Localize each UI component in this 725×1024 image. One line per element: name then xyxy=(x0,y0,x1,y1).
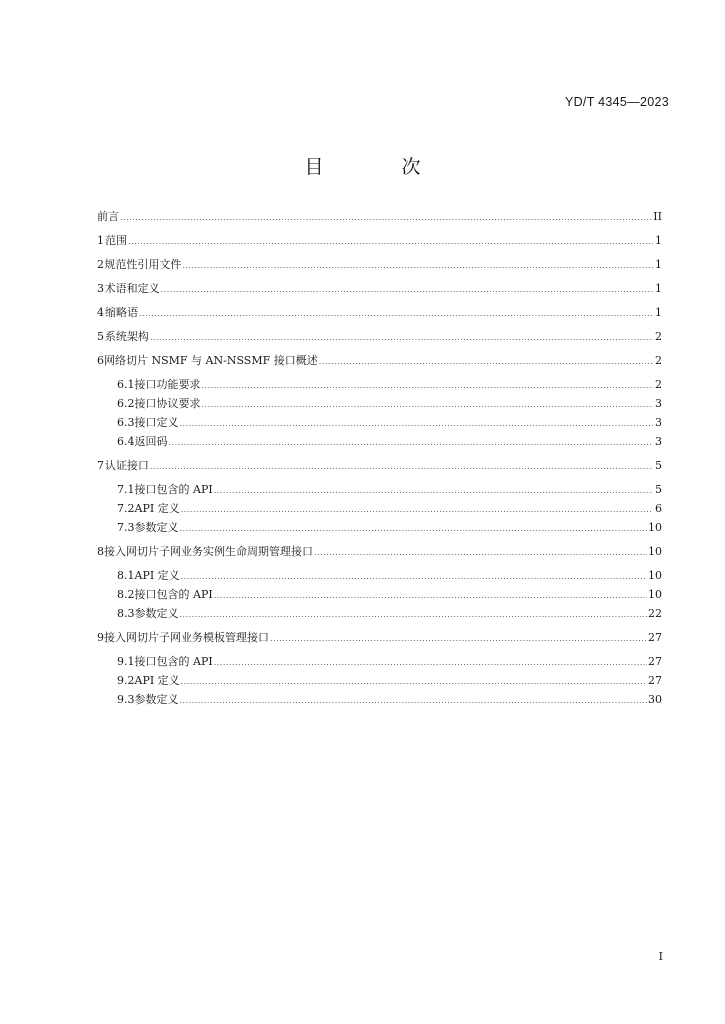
toc-leader-dots xyxy=(180,417,654,431)
toc-entry-title: 参数定义 xyxy=(134,607,179,620)
toc-entry-title: 返回码 xyxy=(134,435,168,448)
toc-leader-dots xyxy=(214,589,647,603)
toc-entry-title: 规范性引用文件 xyxy=(104,258,182,271)
toc-entry[interactable] xyxy=(117,435,662,450)
toc-entry-page: II xyxy=(653,210,662,223)
toc-entry[interactable] xyxy=(117,674,662,689)
toc-leader-dots xyxy=(181,570,647,584)
toc-entry-number: 6 xyxy=(97,354,104,367)
toc-entry-page: 22 xyxy=(648,607,662,620)
toc-leader-dots xyxy=(182,259,653,273)
toc-leader-dots xyxy=(181,675,647,689)
toc-leader-dots xyxy=(180,522,648,536)
toc-entry-number: 6.1 xyxy=(117,378,135,391)
toc-entry-number: 4 xyxy=(97,306,104,319)
toc-entry-page: 2 xyxy=(655,354,662,367)
toc-entry-title: 接口定义 xyxy=(134,416,179,429)
toc-entry-number: 1 xyxy=(97,234,104,247)
toc-entry[interactable] xyxy=(97,210,662,225)
toc-entry-page: 2 xyxy=(655,330,662,343)
toc-entry-title: 接口包含的 API xyxy=(134,588,213,601)
toc-leader-dots xyxy=(202,379,654,393)
toc-entry-page: 6 xyxy=(655,502,662,515)
toc-entry-number: 7.1 xyxy=(117,483,135,496)
toc-entry-title: 接入网切片子网业务实例生命周期管理接口 xyxy=(104,545,313,558)
toc-entry-number: 9.2 xyxy=(117,674,135,687)
toc-entry-page: 1 xyxy=(655,258,662,271)
toc-entry-title: 接入网切片子网业务模板管理接口 xyxy=(104,631,269,644)
toc-entry-number: 8.1 xyxy=(117,569,135,582)
toc-entry-number: 5 xyxy=(97,330,104,343)
toc-entry-page: 10 xyxy=(648,569,662,582)
toc-entry-page: 3 xyxy=(655,435,662,448)
toc-entry-page: 3 xyxy=(655,397,662,410)
toc-entry[interactable] xyxy=(117,502,662,517)
toc-entry-title: 参数定义 xyxy=(134,693,179,706)
toc-entry-page: 3 xyxy=(655,416,662,429)
toc-entry-page: 10 xyxy=(648,545,662,558)
toc-entry[interactable] xyxy=(117,607,662,622)
toc-entry-title: 前言 xyxy=(97,210,119,223)
toc-entry-number: 7.3 xyxy=(117,521,135,534)
toc-entry-number: 6.4 xyxy=(117,435,135,448)
toc-leader-dots xyxy=(319,355,653,369)
toc-entry-title: API 定义 xyxy=(134,569,180,582)
toc-entry-number: 8.3 xyxy=(117,607,135,620)
toc-entry[interactable] xyxy=(97,282,662,297)
toc-entry-number: 7 xyxy=(97,459,104,472)
toc-entry-title: 认证接口 xyxy=(104,459,149,472)
toc-leader-dots xyxy=(161,283,653,297)
toc-entry-number: 9 xyxy=(97,631,104,644)
toc-title: 目 次 xyxy=(304,156,457,178)
toc-entry[interactable] xyxy=(117,693,662,708)
toc-entry-title: 术语和定义 xyxy=(104,282,160,295)
toc-entry-page: 27 xyxy=(648,674,662,687)
toc-entry[interactable] xyxy=(97,306,662,321)
toc-entry-title: 范围 xyxy=(105,234,128,247)
toc-leader-dots xyxy=(128,235,653,249)
toc-entry-page: 2 xyxy=(655,378,662,391)
toc-entry-number: 8 xyxy=(97,545,104,558)
toc-entry-title: 接口协议要求 xyxy=(134,397,201,410)
toc-entry-number: 9.1 xyxy=(117,655,135,668)
toc-leader-dots xyxy=(181,503,653,517)
toc-entry-page: 5 xyxy=(655,483,662,496)
toc-entry-title: 网络切片 NSMF 与 AN-NSSMF 接口概述 xyxy=(104,354,318,367)
toc-entry[interactable] xyxy=(117,378,662,393)
toc-entry-number: 2 xyxy=(97,258,104,271)
toc-entry[interactable] xyxy=(117,655,662,670)
toc-leader-dots xyxy=(202,398,654,412)
toc-entry[interactable] xyxy=(117,569,662,584)
page-number: I xyxy=(658,950,663,963)
toc-entry-title: 接口包含的 API xyxy=(134,655,213,668)
toc-entry[interactable] xyxy=(117,588,662,603)
toc-entry[interactable] xyxy=(97,459,662,474)
toc-leader-dots xyxy=(270,632,647,646)
toc-entry[interactable] xyxy=(117,521,662,536)
toc-leader-dots xyxy=(150,331,653,345)
toc-entry-page: 30 xyxy=(648,693,662,706)
toc-entry-page: 27 xyxy=(648,655,662,668)
toc-leader-dots xyxy=(214,656,647,670)
toc-leader-dots xyxy=(169,436,654,450)
toc-entry[interactable] xyxy=(97,354,662,369)
toc-entry[interactable] xyxy=(117,483,662,498)
toc-entry[interactable] xyxy=(97,234,662,249)
toc-entry-number: 6.2 xyxy=(117,397,135,410)
toc-entry-page: 10 xyxy=(648,588,662,601)
toc-entry-page: 1 xyxy=(655,306,662,319)
toc-entry-title: 接口包含的 API xyxy=(134,483,213,496)
toc-entry-number: 9.3 xyxy=(117,693,135,706)
toc-entry[interactable] xyxy=(97,545,662,560)
toc-entry-title: 系统架构 xyxy=(104,330,149,343)
toc-leader-dots xyxy=(314,546,647,560)
toc-entry-page: 10 xyxy=(648,521,662,534)
toc-entry[interactable] xyxy=(97,258,662,273)
toc-entry[interactable] xyxy=(97,631,662,646)
toc-leader-dots xyxy=(214,484,653,498)
toc-entry-page: 27 xyxy=(648,631,662,644)
toc-leader-dots xyxy=(180,608,648,622)
toc-leader-dots xyxy=(139,307,653,321)
toc-entry[interactable] xyxy=(117,416,662,431)
toc-entry-number: 7.2 xyxy=(117,502,135,515)
toc-entry-title: API 定义 xyxy=(134,674,180,687)
toc-leader-dots xyxy=(150,460,653,474)
toc-entry-title: 参数定义 xyxy=(134,521,179,534)
toc-entry[interactable] xyxy=(97,330,662,345)
toc-entry-number: 6.3 xyxy=(117,416,135,429)
toc-entry-number: 3 xyxy=(97,282,104,295)
toc-leader-dots xyxy=(180,694,648,708)
toc-entry-page: 1 xyxy=(655,282,662,295)
toc-entry-page: 1 xyxy=(655,234,662,247)
toc-entry-title: 缩略语 xyxy=(105,306,138,319)
document-code: YD/T 4345—2023 xyxy=(564,95,669,109)
toc-leader-dots xyxy=(120,211,652,225)
toc-entry-page: 5 xyxy=(655,459,662,472)
toc-entry-number: 8.2 xyxy=(117,588,135,601)
toc-entry-title: API 定义 xyxy=(134,502,180,515)
toc-entry[interactable] xyxy=(117,397,662,412)
toc-entry-title: 接口功能要求 xyxy=(134,378,201,391)
